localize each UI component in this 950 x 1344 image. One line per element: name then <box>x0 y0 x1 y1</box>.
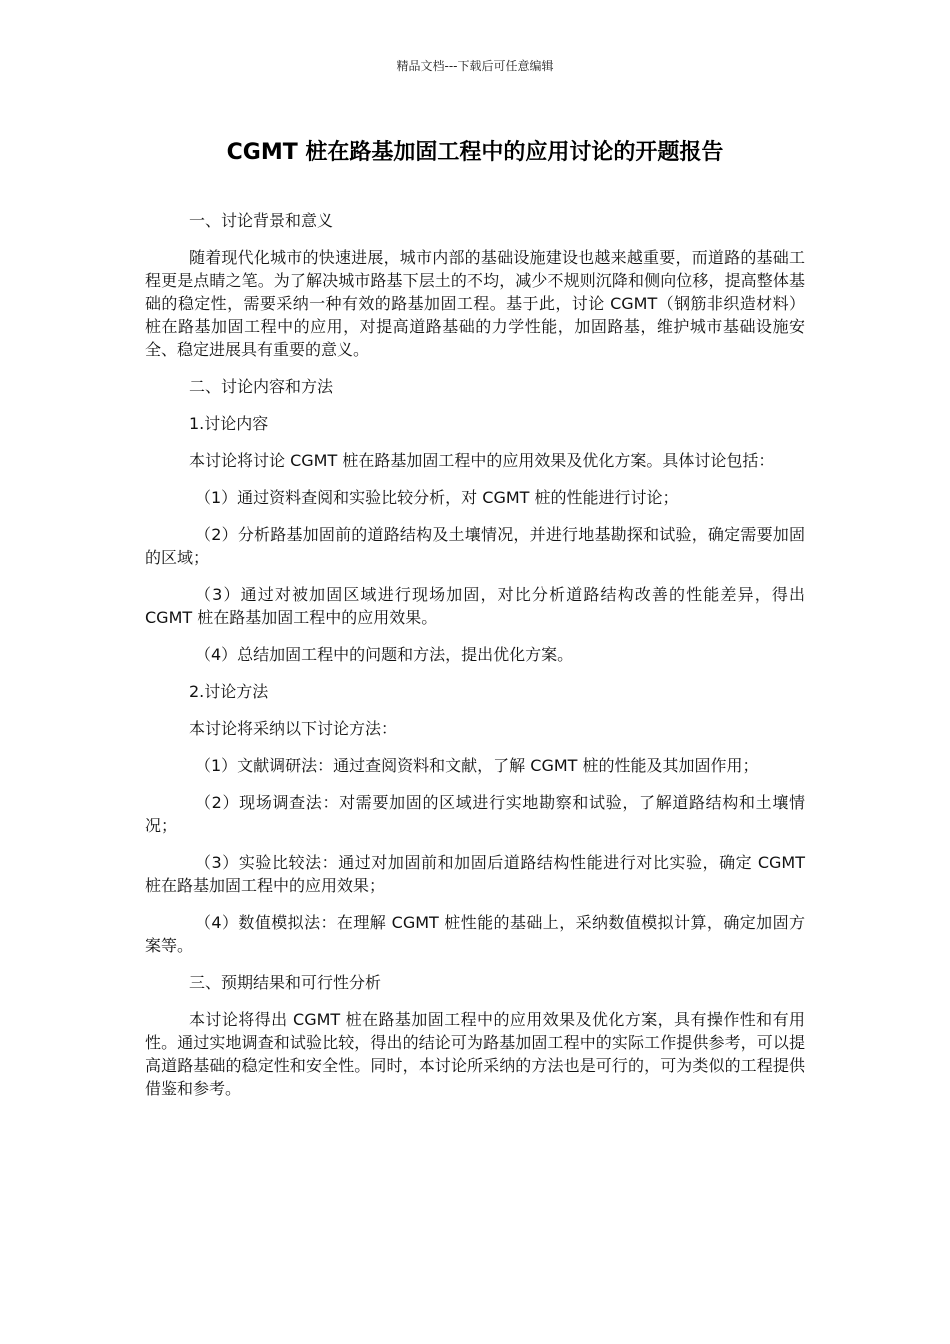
section-heading-content-method: 二、讨论内容和方法 <box>189 377 334 396</box>
document-title: CGMT 桩在路基加固工程中的应用讨论的开题报告 <box>226 140 724 165</box>
subheading-content: 1.讨论内容 <box>189 414 269 433</box>
list-item-method-4: （4）数值模拟法：在理解 CGMT 桩性能的基础上，采纳数值模拟计算，确定加固方案等。 <box>145 913 805 955</box>
paragraph-method-intro: 本讨论将采纳以下讨论方法： <box>189 719 398 738</box>
paragraph-background: 随着现代化城市的快速进展，城市内部的基础设施建设也越来越重要，而道路的基础工程更是点睛之笔。为了解决城市路基下层土的不均，减少不规则沉降和侧向位移，提高整体基础的稳定性，需要采纳一种有效的路基加固工程。基于此，讨论 CGMT（钢筋非织造材料）桩在路基加固工程中的应用，对提高道路基础的力学性能，加固路基，维护城市基础设施安全、稳定进展具有重要的意义。 <box>145 248 805 359</box>
list-item-method-3: （3）实验比较法：通过对加固前和加固后道路结构性能进行对比实验，确定 CGMT 桩在路基加固工程中的应用效果； <box>145 853 805 895</box>
document-body <box>145 209 805 1114</box>
paragraph-content-intro: 本讨论将讨论 CGMT 桩在路基加固工程中的应用效果及优化方案。具体讨论包括： <box>189 451 775 470</box>
list-item-content-4: （4）总结加固工程中的问题和方法，提出优化方案。 <box>195 645 574 664</box>
page-header: 精品文档---下载后可任意编辑 <box>396 59 554 73</box>
list-item-method-2: （2）现场调查法：对需要加固的区域进行实地勘察和试验，了解道路结构和土壤情况； <box>145 793 805 835</box>
paragraph-expected-results: 本讨论将得出 CGMT 桩在路基加固工程中的应用效果及优化方案，具有操作性和有用性。通过实地调查和试验比较，得出的结论可为路基加固工程中的实际工作提供参考，可以提高道路基础的稳定性和安全性。同时，本讨论所采纳的方法也是可行的，可为类似的工程提供借鉴和参考。 <box>145 1010 805 1098</box>
list-item-content-3: （3）通过对被加固区域进行现场加固，对比分析道路结构改善的性能差异，得出 CGMT 桩在路基加固工程中的应用效果。 <box>145 585 805 627</box>
list-item-content-1: （1）通过资料查阅和实验比较分析，对 CGMT 桩的性能进行讨论； <box>195 488 679 507</box>
list-item-method-1: （1）文献调研法：通过查阅资料和文献，了解 CGMT 桩的性能及其加固作用； <box>195 756 759 775</box>
section-heading-expected-results: 三、预期结果和可行性分析 <box>189 973 382 992</box>
list-item-content-2: （2）分析路基加固前的道路结构及土壤情况，并进行地基勘探和试验，确定需要加固的区域； <box>145 525 805 567</box>
section-heading-background: 一、讨论背景和意义 <box>189 211 334 230</box>
subheading-method: 2.讨论方法 <box>189 682 269 701</box>
